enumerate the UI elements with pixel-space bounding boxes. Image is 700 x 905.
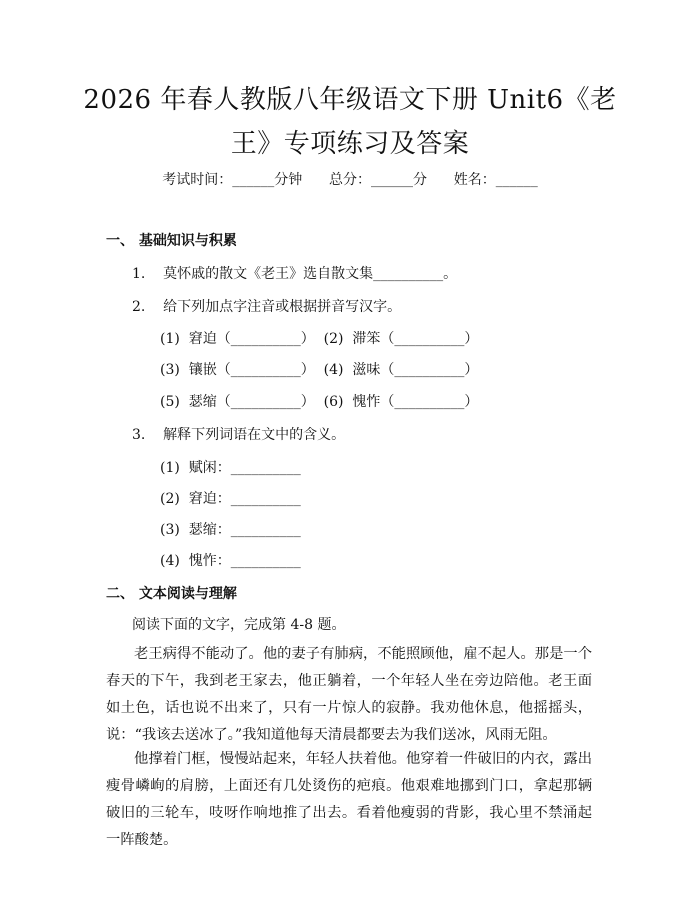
document-title (60, 78, 640, 166)
question-2-row-1: (1) 窘迫（__________） (2) 滞笨（__________） (160, 331, 479, 347)
section-2-heading: 二、 文本阅读与理解 (106, 586, 237, 602)
reading-intro: 阅读下面的文字，完成第 4-8 题。 (132, 617, 346, 633)
question-2-row-3: (5) 瑟缩（__________） (6) 愧怍（__________） (160, 394, 479, 410)
reading-paragraph-2: 他撑着门框，慢慢站起来，年轻人扶着他。他穿着一件破旧的内衣，露出瘦骨嶙峋的肩膀，上面还有几处烫伤的疤痕。他艰难地挪到门口，拿起那辆破旧的三轮车，吱呀作响地推了出去。看着他瘦弱的背影，我心里不禁涌起一阵酸楚。 (106, 751, 592, 848)
question-3-item-1: (1) 赋闲：__________ (160, 460, 301, 476)
exam-info: 考试时间：______分钟 总分：______分 姓名：______ (162, 172, 538, 188)
section-1-heading: 一、 基础知识与积累 (106, 233, 237, 249)
question-3-item-4: (4) 愧怍：__________ (160, 553, 301, 569)
question-3-item-3: (3) 瑟缩：__________ (160, 522, 301, 538)
question-3: 3. 解释下列词语在文中的含义。 (132, 427, 346, 443)
reading-paragraph-1: 老王病得不能动了。他的妻子有肺病，不能照顾他，雇不起人。那是一个春天的下午，我到老王家去，他正躺着，一个年轻人坐在旁边陪他。老王面如土色，话也说不出来了，只有一片惊人的寂静。我劝他休息，他摇摇头，说：“我该去送冰了。”我知道他每天清晨都要去为我们送冰，风雨无阻。 (106, 646, 592, 743)
title-line-2: 王》专项练习及答案 (230, 129, 470, 159)
question-3-item-2: (2) 窘迫：__________ (160, 491, 301, 507)
question-2: 2. 给下列加点字注音或根据拼音写汉字。 (132, 299, 402, 315)
question-1: 1. 莫怀戚的散文《老王》选自散文集__________。 (132, 266, 458, 282)
question-2-row-2: (3) 镶嵌（__________） (4) 滋味（__________） (160, 362, 479, 378)
title-line-1: 2026 年春人教版八年级语文下册 Unit6《老 (83, 85, 617, 115)
